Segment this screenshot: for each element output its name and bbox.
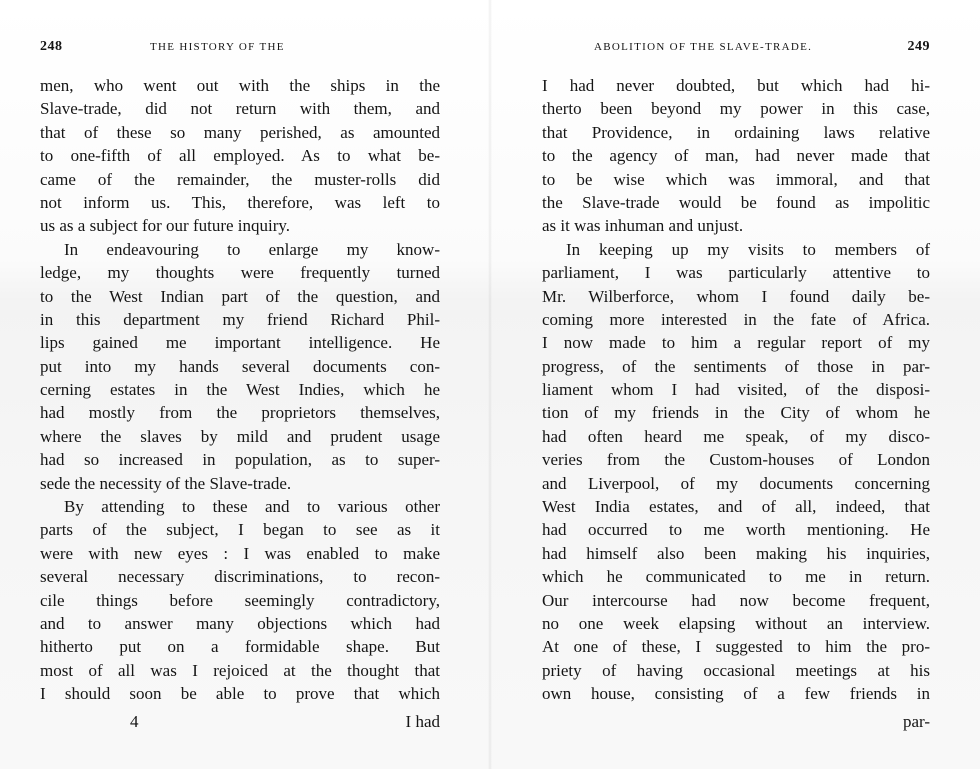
text-line: in this department my friend Richard Phil- bbox=[40, 309, 440, 329]
text-line: priety of having occasional meetings at his bbox=[542, 660, 930, 680]
right-running-head: ABOLITION OF THE SLAVE-TRADE. bbox=[594, 41, 813, 53]
text-line: not inform us. This, therefore, was left to bbox=[40, 192, 440, 212]
text-line: to the West Indian part of the question, and bbox=[40, 286, 440, 306]
text-line: liament whom I had visited, of the disposi- bbox=[542, 380, 930, 400]
left-page-body bbox=[40, 74, 440, 706]
text-line: West India estates, and of all, indeed, that bbox=[542, 497, 930, 517]
right-page bbox=[490, 0, 980, 769]
left-running-head: THE HISTORY OF THE bbox=[150, 41, 285, 53]
text-line: put into my hands several documents con- bbox=[40, 356, 440, 376]
right-page-body bbox=[542, 74, 930, 706]
text-line: Mr. Wilberforce, whom I found daily be- bbox=[542, 286, 930, 306]
text-line: Our intercourse had now become frequent, bbox=[542, 590, 930, 610]
left-page-header bbox=[40, 36, 440, 58]
text-line: had occurred to me worth mentioning. He bbox=[542, 520, 930, 540]
text-line: At one of these, I suggested to him the pro- bbox=[542, 637, 930, 657]
text-line: ledge, my thoughts were frequently turned bbox=[40, 263, 440, 283]
left-page-footer bbox=[40, 710, 440, 733]
text-line: had mostly from the proprietors themselves, bbox=[40, 403, 440, 423]
text-line: came of the remainder, the muster-rolls did bbox=[40, 169, 440, 189]
text-line: I now made to him a regular report of my bbox=[542, 333, 930, 353]
text-line: as it was inhuman and unjust. bbox=[542, 216, 744, 236]
text-line: that of these so many perished, as amounted bbox=[40, 122, 440, 142]
text-line: I had never doubted, but which had hi- bbox=[542, 76, 930, 95]
text-line: parliament, I was particularly attentive to bbox=[542, 263, 930, 283]
text-line: therto been beyond my power in this case, bbox=[542, 99, 930, 119]
text-line: In keeping up my visits to members of bbox=[566, 239, 930, 259]
text-line: In endeavouring to enlarge my know- bbox=[64, 239, 440, 259]
text-line: us as a subject for our future inquiry. bbox=[40, 216, 291, 236]
text-line: and to answer many objections which had bbox=[40, 613, 440, 633]
right-page-number: 249 bbox=[907, 39, 930, 54]
text-line: cile things before seemingly contradictory, bbox=[40, 590, 440, 610]
text-line: veries from the Custom-houses of London bbox=[542, 450, 930, 470]
text-line: to one-fifth of all employed. As to what be- bbox=[40, 146, 440, 166]
text-line: that Providence, in ordaining laws relative bbox=[542, 122, 930, 142]
text-line: own house, consisting of a few friends in bbox=[542, 684, 930, 704]
text-line: had so increased in population, as to super- bbox=[40, 450, 440, 470]
text-line: had himself also been making his inquiries, bbox=[542, 543, 930, 563]
right-catchword: par- bbox=[902, 712, 930, 731]
text-line: most of all was I rejoiced at the thought that bbox=[40, 660, 440, 680]
text-line: lips gained me important intelligence. He bbox=[40, 333, 440, 353]
text-line: coming more interested in the fate of Africa. bbox=[542, 309, 930, 329]
text-line: progress, of the sentiments of those in par- bbox=[542, 356, 930, 376]
text-line: tion of my friends in the City of whom he bbox=[542, 403, 930, 423]
text-line: I should soon be able to prove that which bbox=[40, 684, 440, 704]
text-line: hitherto put on a formidable shape. But bbox=[40, 637, 440, 657]
text-line: the Slave-trade would be found as impolitic bbox=[542, 192, 930, 212]
signature-mark: 4 bbox=[130, 712, 139, 731]
text-line: to be wise which was immoral, and that bbox=[542, 169, 930, 189]
text-line: sede the necessity of the Slave-trade. bbox=[40, 473, 292, 493]
text-line: Slave-trade, did not return with them, and bbox=[40, 99, 440, 119]
text-line: which he communicated to me in return. bbox=[542, 567, 930, 587]
right-page-footer bbox=[542, 710, 930, 733]
text-line: and Liverpool, of my documents concerning bbox=[542, 473, 930, 493]
text-line: to the agency of man, had never made that bbox=[542, 146, 930, 166]
text-line: several necessary discriminations, to recon- bbox=[40, 567, 440, 587]
text-line: were with new eyes : I was enabled to make bbox=[40, 543, 440, 563]
left-catchword: I had bbox=[405, 712, 440, 731]
left-page-number: 248 bbox=[40, 39, 63, 54]
text-line: men, who went out with the ships in the bbox=[40, 76, 440, 95]
text-line: no one week elapsing without an interview. bbox=[542, 613, 930, 633]
text-line: where the slaves by mild and prudent usage bbox=[40, 426, 440, 446]
text-line: By attending to these and to various other bbox=[64, 497, 440, 517]
text-line: cerning estates in the West Indies, which he bbox=[40, 380, 440, 400]
text-line: parts of the subject, I began to see as it bbox=[40, 520, 440, 540]
text-line: had often heard me speak, of my disco- bbox=[542, 426, 930, 446]
right-page-header bbox=[532, 36, 930, 58]
